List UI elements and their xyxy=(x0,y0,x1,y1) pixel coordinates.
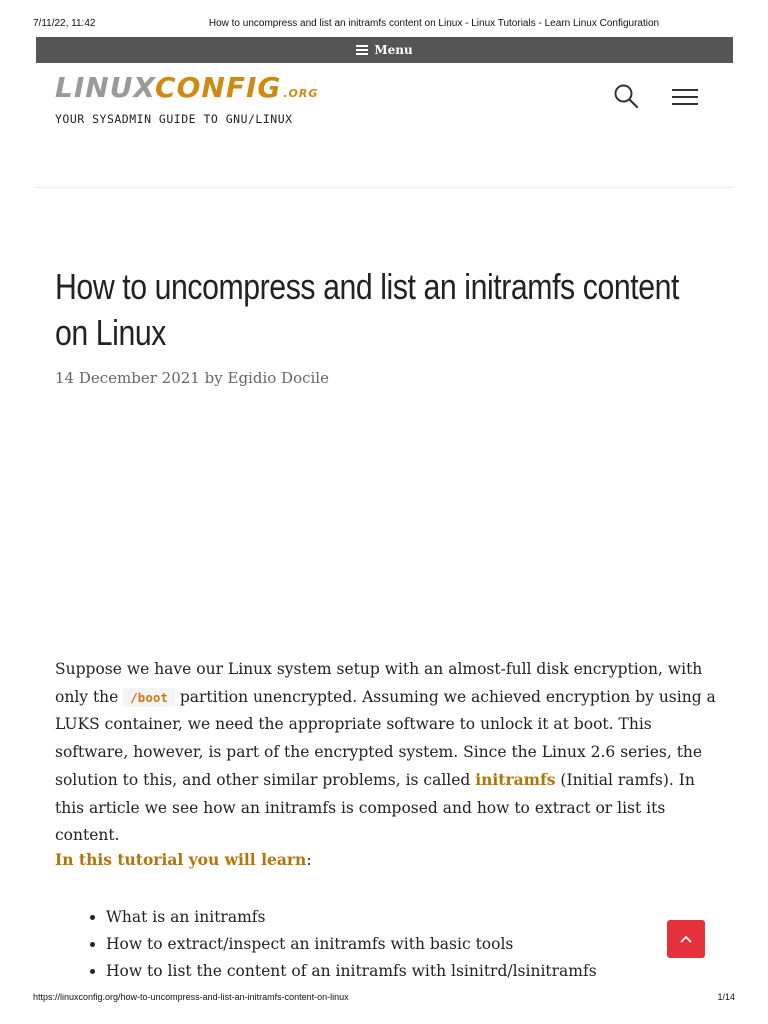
logo-config: CONFIG xyxy=(155,71,282,104)
initramfs-link[interactable]: initramfs xyxy=(475,770,556,789)
list-item: • How to extract/inspect an initramfs with basic tools xyxy=(106,931,706,958)
logo-wordmark xyxy=(55,71,319,110)
chevron-up-icon xyxy=(679,934,693,944)
header-divider xyxy=(36,187,733,188)
learn-heading-text: In this tutorial you will learn xyxy=(55,850,307,869)
menu-button[interactable] xyxy=(672,84,698,108)
intro-text-2: partition unencrypted. Assuming we achieved encryption by using a LUKS container, we need the appropriate software to unlock it at boot. This software, however, is part of the encrypted system. Since the Linux 2.6 series, the solution to this, and other similar problems, is called xyxy=(55,687,716,789)
print-footer xyxy=(0,992,768,1006)
hamburger-icon xyxy=(356,43,368,58)
post-by: by xyxy=(204,369,223,387)
learn-list xyxy=(55,904,706,985)
menu-label: Menu xyxy=(374,43,413,57)
search-button[interactable] xyxy=(612,82,640,110)
site-logo[interactable] xyxy=(55,71,319,126)
back-to-top-button[interactable] xyxy=(667,920,705,958)
print-page-number: 1/14 xyxy=(717,992,735,1002)
page-title: How to uncompress and list an initramfs content on Linux xyxy=(55,266,680,353)
intro-text-3: (Initial ramfs). In this article we see how an initramfs is composed and how to extract or list its content. xyxy=(55,771,695,844)
search-icon xyxy=(612,82,640,110)
post-meta xyxy=(55,369,329,387)
logo-tagline: YOUR SYSADMIN GUIDE TO GNU/LINUX xyxy=(55,112,293,126)
print-date: 7/11/22, 11:42 xyxy=(33,18,96,29)
list-item: • How to list the content of an initramfs with lsinitrd/lsinitramfs xyxy=(106,958,706,985)
author-link[interactable]: Egidio Docile xyxy=(227,369,329,387)
boot-code: /boot xyxy=(123,688,175,707)
hamburger-icon xyxy=(672,89,698,105)
learn-heading xyxy=(55,850,312,869)
menu-toggle-bar[interactable] xyxy=(36,37,733,63)
intro-text-1: Suppose we have our Linux system setup with an almost-full disk encryption, with only the xyxy=(55,660,703,706)
print-url: https://linuxconfig.org/how-to-uncompress-and-list-an-initramfs-content-on-linux xyxy=(33,992,349,1002)
logo-linux: LINUX xyxy=(55,71,156,104)
print-title: How to uncompress and list an initramfs content on Linux - Linux Tutorials - Learn Linux Configuration xyxy=(208,18,660,29)
intro-paragraph xyxy=(55,656,719,850)
learn-colon: : xyxy=(306,851,312,869)
post-date: 14 December 2021 xyxy=(55,369,200,387)
list-item: • What is an initramfs xyxy=(106,904,706,931)
logo-org: .ORG xyxy=(283,87,319,100)
print-header xyxy=(0,18,768,32)
